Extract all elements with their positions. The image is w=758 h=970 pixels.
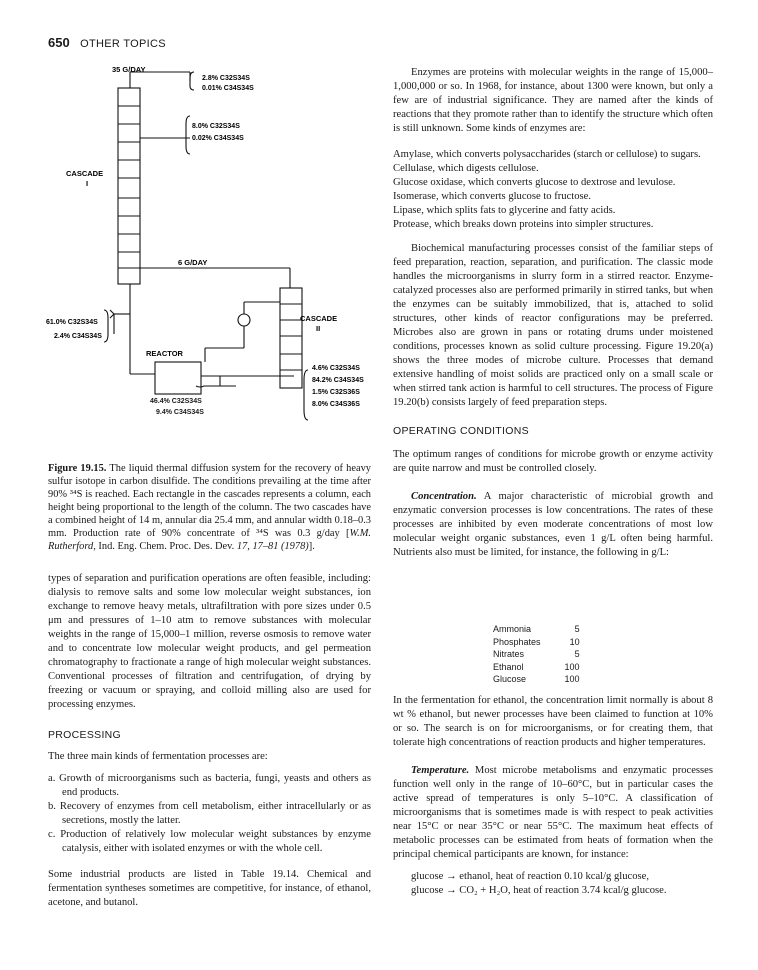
- cascade-one-column: [118, 88, 140, 284]
- processing-intro: The three main kinds of fermentation processes are:: [48, 751, 268, 762]
- left-prod-a: 61.0% C32S34S: [46, 319, 98, 326]
- nutrient-name: Phosphates: [493, 636, 541, 647]
- caption-label: Figure 19.15.: [48, 463, 107, 474]
- temperature-title: Temperature.: [411, 765, 470, 776]
- prod1-a: 2.8% C32S34S: [202, 75, 250, 82]
- page-number: 650: [48, 35, 70, 50]
- ethanol-paragraph: In the fermentation for ethanol, the concentration limit normally is about 8 wt % ethanol, but newer processes have been claimed to function at 10% or so. The search is on for microorganisms, or for creating them, that tolerate high concentrations of reaction products and higher temperatures.: [393, 695, 713, 748]
- table-row: [493, 623, 580, 636]
- enzyme-list: [393, 148, 713, 232]
- caption-cite-volume: 17, 17–81 (1978): [236, 541, 309, 552]
- optimum-ranges-paragraph: The optimum ranges of conditions for microbe growth or enzyme activity are quite narrow and must be controlled closely.: [393, 449, 713, 474]
- right-column-lower: [393, 694, 713, 898]
- table-row: [493, 661, 580, 674]
- temperature-text: Most microbe metabolisms and enzymatic processes function well only in the range of 10–60°C, but in particular cases the active spread of temperatures is only 5–10°C. A classification of microorganisms that is sometimes made is with respect to peak activities near 15°C or near 35°C or near 55°C. The maximum heat effects of metabolic processes can be estimated from heats of formation when the principal chemical participants are known, for instance:: [393, 765, 713, 860]
- separation-paragraph: types of separation and purification operations are often feasible, including: dialysis to remove salts and some low molecular weight substances, ion exchange to remove heavy metals, ultrafiltration with pore sizes under 0.5 μm and pressures of 1–10 atm to remove substances with molecular weights in the range of 15,000–1 million, reverse osmosis to remove water and to concentrate low molecular weight products, and gel permeation chromatography to fractionate a range of high molecular weight substances. Conventional processes of filtration and centrifugation, of drying by freezing or vacuum or spraying, and colloid milling also are used for processing enzymes.: [48, 573, 371, 710]
- feed-mid-label: 6 G/DAY: [178, 258, 208, 267]
- caption-text: The liquid thermal diffusion system for the recovery of heavy sulfur isotope in carbon disulfide. The conditions prevailing at the time after 90% ³⁴S is reached. Each rectangle in the cascades represents a column, each height being proportional to the length of the column. The two cascades have a combined height of 14 m, annular dia 25.4 mm, and annular width 0.18–0.3 mm. Production rate of 90% concentrate of ³⁴S was 0.3 g/day [: [48, 463, 371, 539]
- concentration-text: A major characteristic of microbial growth and enzymatic conversion processes is low concentrations. The rates of these processes are inhibited by even moderate concentrations of most low molecular weight organic substances, even 1 g/L often being harmful. Nutrients also must be limited, for instance, the following in g/L:: [393, 491, 713, 558]
- running-header: [48, 34, 166, 52]
- enzyme-lipase: Lipase, which splits fats to glycerine and fatty acids.: [393, 205, 616, 216]
- prod3-d: 8.0% C34S36S: [312, 401, 360, 408]
- bottom-product-labels: [150, 396, 204, 418]
- equation-glucose-ethanol: glucose → ethanol, heat of reaction 0.10 kcal/g glucose,: [411, 871, 649, 882]
- caption-cite-author: W.M. Rutherford,: [48, 528, 371, 552]
- nutrient-name: Nitrates: [493, 649, 525, 659]
- temperature-paragraph: [393, 764, 713, 862]
- section-title: OTHER TOPICS: [80, 38, 166, 50]
- reactor-label: REACTOR: [146, 349, 183, 358]
- cascade-one-label: CASCADE: [66, 169, 104, 178]
- nutrient-name: Glucose: [493, 674, 527, 684]
- prod2-b: 0.02% C34S34S: [192, 135, 244, 142]
- enzyme-isomerase: Isomerase, which converts glucose to fructose.: [393, 191, 591, 202]
- processing-heading: PROCESSING: [48, 729, 122, 741]
- nutrient-value: 5: [574, 649, 580, 659]
- list-item-b: b. Recovery of enzymes from cell metabolism, either intracellularly or as secretions, mostly the latter.: [48, 801, 371, 826]
- left-column: [48, 572, 371, 910]
- caption-cite-journal: Ind. Eng. Chem. Proc. Des. Dev.: [95, 541, 237, 552]
- nutrient-name: Ammonia: [493, 624, 532, 634]
- nutrient-value: 5: [574, 624, 580, 634]
- figure-caption: [48, 462, 371, 553]
- enzyme-protease: Protease, which breaks down proteins into simpler structures.: [393, 219, 654, 230]
- enzyme-cellulase: Cellulase, which digests cellulose.: [393, 163, 539, 174]
- bottom-prod-a: 46.4% C32S34S: [150, 398, 202, 405]
- caption-cite-end: ].: [308, 541, 315, 552]
- equation-glucose-co2: glucose → CO₂ + H₂O, heat of reaction 3.74 kcal/g glucose.: [411, 885, 667, 896]
- prod1-b: 0.01% C34S34S: [202, 85, 254, 92]
- enzyme-glucose-oxidase: Glucose oxidase, which converts glucose to dextrose and levulose.: [393, 177, 676, 188]
- reactor-box: [155, 362, 201, 394]
- cascade-one-numeral: I: [86, 179, 89, 188]
- list-item-a: a. Growth of microorganisms such as bacteria, fungi, yeasts and others as end products.: [48, 773, 371, 798]
- concentration-paragraph: [393, 490, 713, 560]
- concentration-title: Concentration.: [411, 491, 477, 502]
- cascade-two-label: CASCADE: [300, 314, 338, 323]
- cascade-two-numeral: II: [316, 324, 321, 333]
- nutrient-value: 10: [569, 636, 580, 647]
- biochemical-paragraph: Biochemical manufacturing processes consist of the familiar steps of feed preparation, reaction, separation, and purification. The classic mode handles the microorganisms in slurry form in a stirred reactor. Enzyme-catalyzed processes also are performed primarily in stirred tanks, but when the enzymes can be suitably immobilized, that is, attached to solid structures, other kinds of reactor configurations may be preferred. Microbes also are grown in pans or rotating drums under moistened conditions, processes known as solid culture processing. Figure 19.20(a) shows the three modes of microbe culture. Processes that demand extensive handling of moist solids are practiced only on a small scale or when stirred tank action is harmful to cell structures. The process of Figure 19.20(b) consists largely of feed preparation steps.: [393, 243, 713, 408]
- nutrient-value: 100: [564, 674, 580, 684]
- nutrient-name: Ethanol: [493, 661, 524, 672]
- right-column: [393, 66, 713, 560]
- prod3-a: 4.6% C32S34S: [312, 365, 360, 372]
- bottom-prod-b: 9.4% C34S34S: [156, 409, 204, 416]
- left-prod-b: 2.4% C34S34S: [54, 333, 102, 340]
- nutrient-value: 100: [564, 661, 580, 672]
- prod2-a: 8.0% C32S34S: [192, 123, 240, 130]
- list-item-c: c. Production of relatively low molecular weight substances by enzyme catalysis, either with isolated enzymes or with the whole cell.: [48, 829, 371, 854]
- feed-top-label: 35 G/DAY: [112, 65, 146, 74]
- operating-conditions-heading: OPERATING CONDITIONS: [393, 425, 529, 437]
- enzymes-intro: Enzymes are proteins with molecular weights in the range of 15,000–1,000,000 or so. In 1968, for instance, about 1300 were known, but only a few are of industrial significance. They are named after the kinds of reactions that they promote rather than to identify the structure which often is still unknown. Some kinds of enzymes are:: [393, 67, 713, 134]
- nutrient-table: [493, 623, 580, 686]
- cascade-two-column: [280, 288, 302, 388]
- table-row: [493, 636, 580, 649]
- industrial-products-paragraph: Some industrial products are listed in Table 19.14. Chemical and fermentation syntheses sometimes are competitive, for instance, of ethanol, acetone, and butanol.: [48, 869, 371, 908]
- prod3-b: 84.2% C34S34S: [312, 377, 364, 384]
- table-row: [493, 673, 580, 686]
- enzyme-amylase: Amylase, which converts polysaccharides (starch or cellulose) to sugars.: [393, 149, 701, 160]
- prod3-c: 1.5% C32S36S: [312, 389, 360, 396]
- pump-icon: [238, 314, 250, 326]
- table-row: [493, 648, 580, 661]
